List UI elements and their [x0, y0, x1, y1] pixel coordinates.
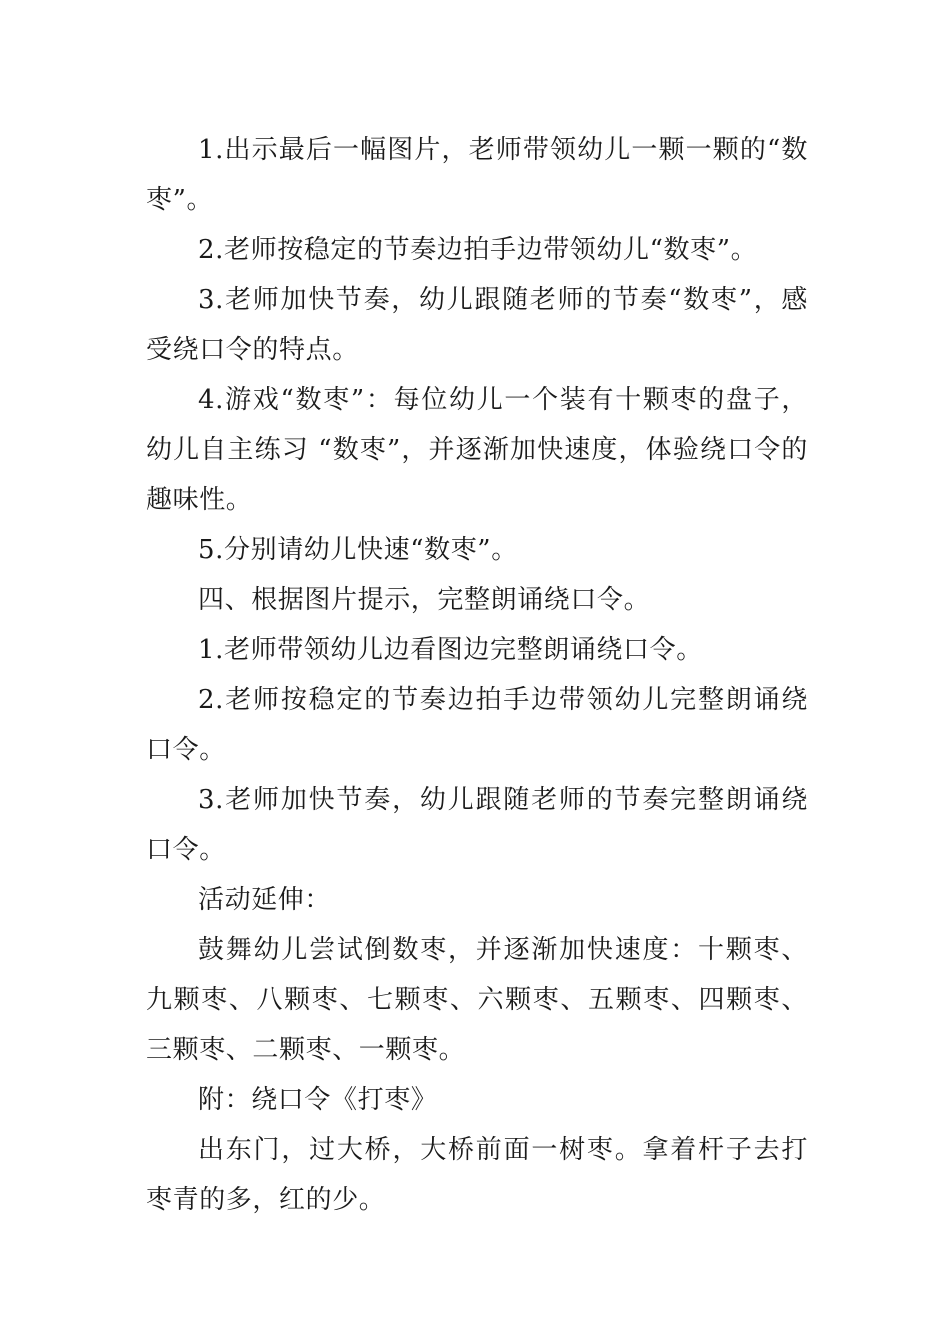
section-heading: 四、根据图片提示，完整朗诵绕口令。	[198, 585, 651, 615]
extension-heading: 活动延伸：	[198, 885, 332, 915]
paragraph-4: 4.游戏“数枣”：每位幼儿一个装有十颗枣的盘子，幼儿自主练习 “数枣”，并逐渐加快速度，体验绕口令的趣味性。	[146, 385, 808, 515]
paragraph-3: 3.老师加快节奏，幼儿跟随老师的节奏“数枣”，感受绕口令的特点。	[146, 285, 808, 365]
document-body	[146, 125, 808, 1225]
paragraph-8: 3.老师加快节奏，幼儿跟随老师的节奏完整朗诵绕口令。	[146, 785, 808, 865]
paragraph-7: 2.老师按稳定的节奏边拍手边带领幼儿完整朗诵绕口令。	[146, 685, 808, 765]
paragraph-6: 1.老师带领幼儿边看图边完整朗诵绕口令。	[198, 635, 703, 665]
paragraph-5: 5.分别请幼儿快速“数枣”。	[198, 535, 518, 565]
paragraph-1: 1.出示最后一幅图片，老师带领幼儿一颗一颗的“数枣”。	[146, 135, 808, 215]
tongue-twister-text: 出东门，过大桥，大桥前面一树枣。拿着杆子去打枣青的多，红的少。	[146, 1135, 808, 1215]
paragraph-2: 2.老师按稳定的节奏边拍手边带领幼儿“数枣”。	[198, 235, 758, 265]
paragraph-9: 鼓舞幼儿尝试倒数枣，并逐渐加快速度：十颗枣、九颗枣、八颗枣、七颗枣、六颗枣、五颗枣、四颗枣、三颗枣、二颗枣、一颗枣。	[146, 935, 808, 1065]
appendix-heading: 附：绕口令《打枣》	[198, 1085, 438, 1115]
